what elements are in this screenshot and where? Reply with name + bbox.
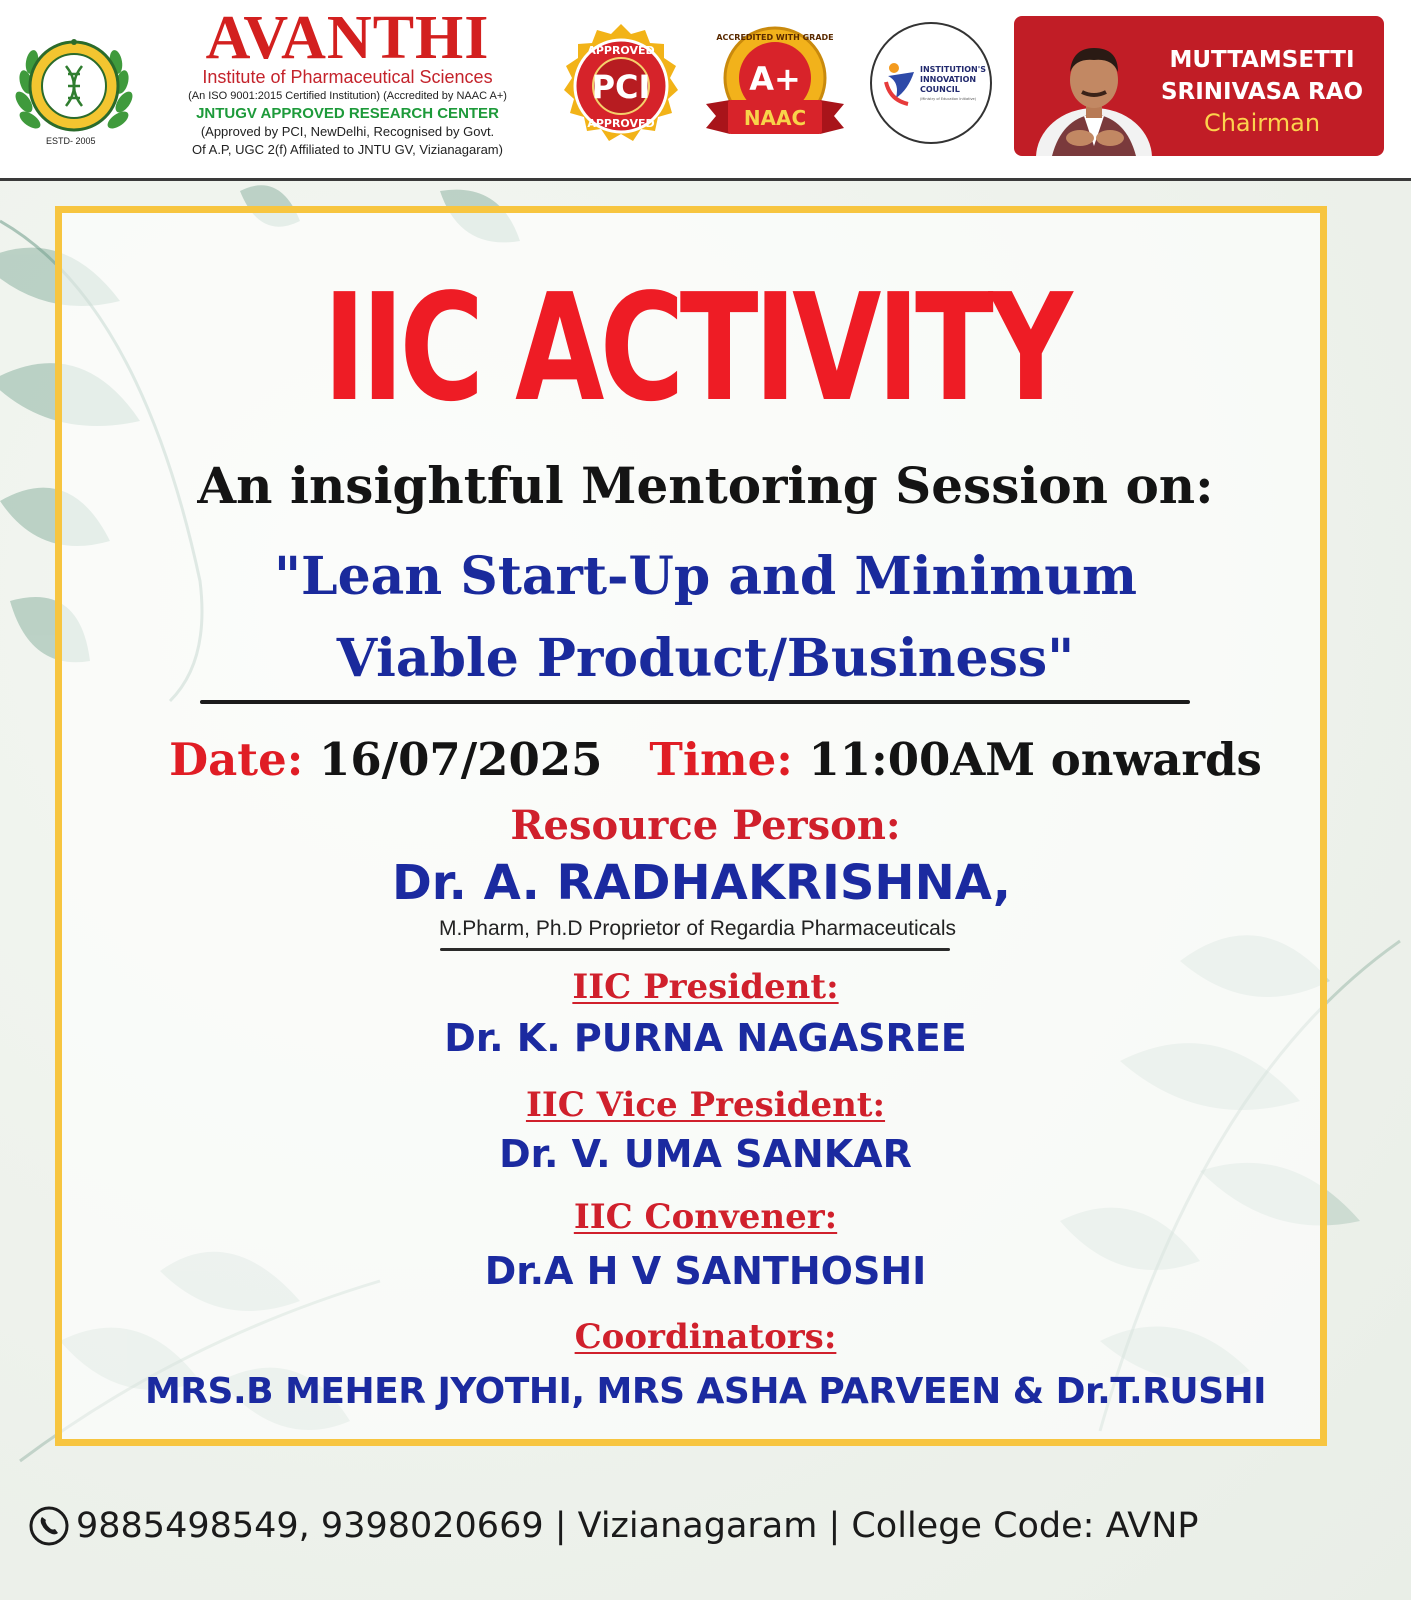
president-name: Dr. K. PURNA NAGASREE [444, 1016, 967, 1060]
event-topic-line-2: Viable Product/Business" [336, 628, 1075, 689]
approval-line-1: (Approved by PCI, NewDelhi, Recognised by Govt. [200, 124, 495, 139]
research-center-line: JNTUGV APPROVED RESEARCH CENTER [196, 105, 499, 122]
pci-approved-badge [556, 22, 686, 152]
date-label: Date: [169, 733, 304, 786]
president-label [0, 964, 1411, 1010]
date-value: 16/07/2025 [319, 733, 603, 786]
chairman-name [1140, 44, 1384, 108]
resource-person-description: M.Pharm, Ph.D Proprietor of Regardia Pharmaceuticals [438, 917, 957, 940]
resource-person-name: Dr. A. RADHAKRISHNA, [391, 855, 1012, 911]
header [0, 0, 1411, 180]
pci-bottom-text: APPROVED [587, 117, 655, 130]
event-title: IIC ACTIVITY [322, 262, 1069, 434]
vice-president-label [0, 1082, 1411, 1128]
naac-grade-text: A+ [749, 60, 801, 98]
institute-block [150, 4, 545, 159]
resource-person-label: Resource Person: [510, 802, 901, 849]
institute-seal-logo [10, 22, 138, 150]
footer-contact: 9885498549, 9398020669 | Vizianagaram | College Code: AVNP [76, 1506, 1199, 1546]
chairman-role: Chairman [1203, 109, 1321, 137]
naac-ribbon-text: NAAC [743, 106, 807, 130]
vice-president-name: Dr. V. UMA SANKAR [499, 1132, 912, 1176]
chairman-name-line-1: MUTTAMSETTI [1169, 47, 1355, 73]
naac-top-text: ACCREDITED WITH GRADE [716, 33, 834, 42]
iic-logo-line-1: INSTITUTION'S [920, 65, 986, 74]
convener-name: Dr.A H V SANTHOSHI [484, 1249, 927, 1293]
approval-line-2: Of A.P, UGC 2(f) Affiliated to JNTU GV, Vizianagaram) [192, 142, 503, 157]
event-topic [0, 536, 1411, 700]
time-value: 11:00AM onwards [808, 733, 1262, 786]
event-datetime [10, 728, 1411, 792]
coordinators-names: MRS.B MEHER JYOTHI, MRS ASHA PARVEEN & Dr.T.RUSHI [144, 1371, 1267, 1412]
naac-grade-badge [700, 22, 850, 152]
event-subtitle: An insightful Mentoring Session on: [197, 456, 1214, 515]
institution-innovation-council-logo [868, 20, 994, 146]
pci-center-text: PCI [591, 68, 651, 106]
iic-logo-line-2: INNOVATION [920, 75, 977, 84]
institute-name: AVANTHI [205, 4, 490, 72]
topic-divider [200, 700, 1190, 704]
time-label: Time: [649, 733, 793, 786]
convener-label-text: IIC Convener: [573, 1197, 838, 1237]
phone-icon [28, 1505, 70, 1547]
president-label-text: IIC President: [572, 967, 839, 1007]
chairman-name-line-2: SRINIVASA RAO [1160, 79, 1364, 105]
accreditation-line: (An ISO 9001:2015 Certified Institution) (Accredited by NAAC A+) [188, 90, 507, 102]
iic-logo-line-3: COUNCIL [920, 85, 960, 94]
coordinators-label [0, 1314, 1411, 1360]
seal-established-text: ESTD- 2005 [46, 136, 96, 146]
vice-president-label-text: IIC Vice President: [525, 1085, 886, 1125]
event-topic-line-1: "Lean Start-Up and Minimum [273, 546, 1138, 607]
convener-label [0, 1194, 1411, 1240]
iic-logo-line-4: (Ministry of Education Initiative) [920, 97, 977, 101]
institute-subtitle: Institute of Pharmaceutical Sciences [202, 67, 493, 87]
chairman-banner [1014, 16, 1384, 156]
coordinators-label-text: Coordinators: [574, 1317, 837, 1357]
pci-top-text: APPROVED [587, 44, 655, 57]
resource-divider [440, 948, 950, 951]
